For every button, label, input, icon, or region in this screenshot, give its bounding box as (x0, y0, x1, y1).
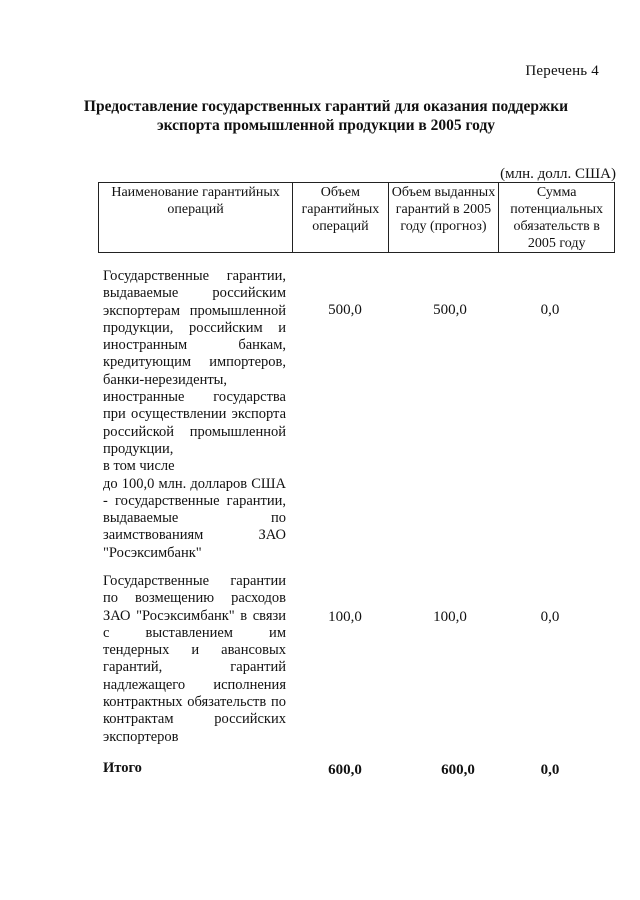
header-operations-volume: Объем гарантийных операций (293, 183, 389, 253)
units-note: (млн. долл. США) (500, 166, 616, 182)
header-issued-volume: Объем выданных гарантий в 2005 году (прогноз) (388, 183, 499, 253)
row-name-subheading: в том числе (103, 458, 175, 475)
document-title (70, 97, 582, 135)
total-issued: 600,0 (441, 762, 475, 778)
list-number: Перечень 4 (525, 63, 599, 79)
header-operation-name: Наименование гарантийных операций (99, 183, 293, 253)
row-name-main: Государственные гарантии, выдаваемые российским экспортерам промышленной продукции, российским и иностранным банкам, кредитующим импортеров, банки-нерезиденты, иностранные государства при осуществлении экспорта российской промышленной продукции, (103, 268, 286, 457)
row-potential: 0,0 (540, 302, 560, 318)
row-operation-name (103, 573, 286, 746)
guarantees-table-header (98, 182, 615, 253)
total-label: Итого (103, 760, 142, 776)
row-name-sub-item: до 100,0 млн. долларов США - государственные гарантии, выдаваемые по заимствованиям ЗАО "Росэксимбанк" (103, 475, 286, 561)
row-issued: 500,0 (433, 302, 467, 318)
row-issued: 100,0 (433, 609, 467, 625)
document-title-line-2: экспорта промышленной продукции в 2005 году (156, 117, 496, 134)
row-volume: 100,0 (328, 609, 362, 625)
row-operation-name (103, 268, 286, 562)
row-volume: 500,0 (328, 302, 362, 318)
row-potential: 0,0 (540, 609, 560, 625)
total-potential: 0,0 (540, 762, 560, 778)
header-potential-obligations: Сумма потенциальных обязательств в 2005 году (499, 183, 615, 253)
total-volume: 600,0 (328, 762, 362, 778)
row-name-main: Государственные гарантии по возмещению расходов ЗАО "Росэксимбанк" в связи с выставлением им тендерных и авансовых гарантий, гарантий надлежащего исполнения контрактных обязательств по контрактам российских экспортеров (103, 573, 286, 745)
document-title-line-1: Предоставление государственных гарантий для оказания поддержки (83, 98, 569, 115)
